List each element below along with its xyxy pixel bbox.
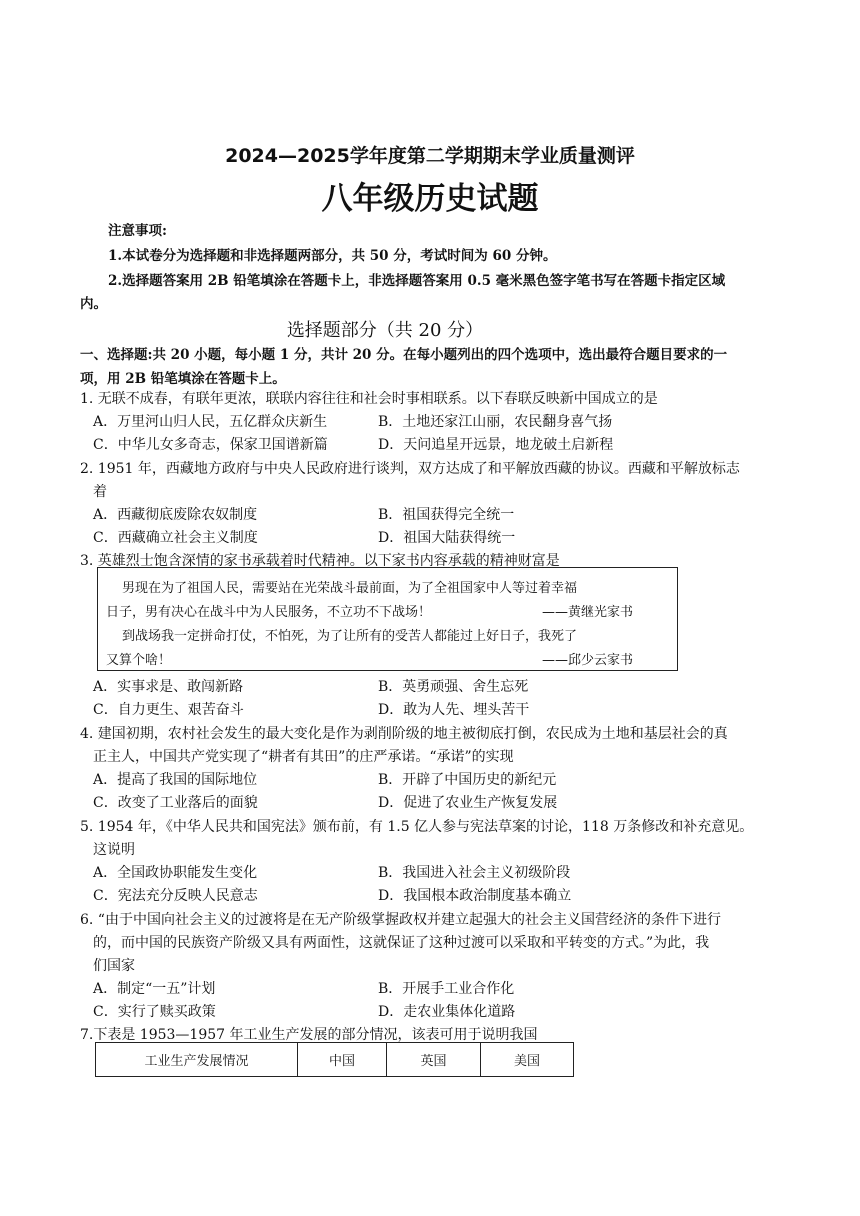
option-b: B．英勇顽强、舍生忘死 [378, 679, 529, 695]
table-header-row [96, 1043, 574, 1077]
table-header-cell: 英国 [387, 1043, 481, 1077]
quote-source-1: ——黄继光家书 [542, 605, 634, 620]
option-b: B．开辟了中国历史的新纪元 [378, 772, 557, 788]
instructions-line-2: 项，用 2B 铅笔填涂在答题卡上。 [80, 371, 286, 387]
option-a: A．制定“一五”计划 [93, 981, 216, 997]
quote-line-3: 到战场我一定拼命打仗，不怕死，为了让所有的受苦人都能过上好日子，我死了 [122, 629, 578, 644]
option-a: A．提高了我国的国际地位 [93, 772, 258, 788]
option-d: D．走农业集体化道路 [378, 1004, 516, 1020]
option-d: D．天问追星开远景，地龙破土启新程 [378, 437, 614, 453]
option-c: C．实行了赎买政策 [93, 1004, 216, 1020]
option-a: A．全国政协职能发生变化 [93, 865, 258, 881]
quote-line-1: 男现在为了祖国人民，需要站在光荣战斗最前面，为了全祖国家中人等过着幸福 [122, 581, 578, 596]
option-c: C．自力更生、艰苦奋斗 [93, 702, 244, 718]
option-b: B．我国进入社会主义初级阶段 [378, 865, 571, 881]
option-b: B．祖国获得完全统一 [378, 507, 515, 523]
exam-title: 2024—2025学年度第二学期期末学业质量测评 [225, 145, 635, 167]
notice-item-2: 2.选择题答案用 2B 铅笔填涂在答题卡上，非选择题答案用 0.5 毫米黑色签字笔书写在答题卡指定区域 [108, 273, 726, 289]
option-b: B．土地还家江山丽，农民翻身喜气扬 [378, 414, 613, 430]
option-c: C．中华儿女多奇志，保家卫国谱新篇 [93, 437, 328, 453]
option-a: A．西藏彻底废除农奴制度 [93, 507, 258, 523]
quote-line-4: 又算个啥！ [106, 653, 172, 668]
quote-source-2: ——邱少云家书 [542, 653, 634, 668]
table-header-cell: 美国 [481, 1043, 574, 1077]
question-stem-cont: 着 [93, 484, 107, 500]
notice-heading: 注意事项: [108, 223, 167, 239]
question-stem: 1. 无联不成春，有联年更浓，联联内容往往和社会时事相联系。以下春联反映新中国成立的是 [80, 391, 658, 407]
question-stem-cont: 这说明 [93, 842, 135, 858]
option-c: C．西藏确立社会主义制度 [93, 530, 258, 546]
option-a: A．万里河山归人民，五亿群众庆新生 [93, 414, 328, 430]
question-stem: 6. “由于中国向社会主义的过渡将是在无产阶级掌握政权并建立起强大的社会主义国营经济的条件下进行 [80, 912, 721, 928]
question-stem: 7.下表是 1953—1957 年工业生产发展的部分情况，该表可用于说明我国 [80, 1027, 538, 1043]
option-d: D．祖国大陆获得统一 [378, 530, 516, 546]
question-stem: 5. 1954 年，《中华人民共和国宪法》颁布前，有 1.5 亿人参与宪法草案的讨论，118 万条修改和补充意见。 [80, 819, 754, 835]
question-stem: 2. 1951 年，西藏地方政府与中央人民政府进行谈判，双方达成了和平解放西藏的协议。西藏和平解放标志 [80, 461, 740, 477]
subject-title: 八年级历史试题 [321, 181, 539, 217]
option-c: C．宪法充分反映人民意志 [93, 888, 258, 904]
question-stem-cont: 们国家 [93, 958, 135, 974]
option-d: D．我国根本政治制度基本确立 [378, 888, 572, 904]
option-d: D．促进了农业生产恢复发展 [378, 795, 558, 811]
family-letter-quote-box [97, 567, 678, 671]
question-stem: 3. 英雄烈士饱含深情的家书承载着时代精神。以下家书内容承载的精神财富是 [80, 553, 560, 569]
option-d: D．敢为人先、埋头苦干 [378, 702, 530, 718]
notice-item-2-cont: 内。 [80, 296, 107, 312]
quote-line-2: 日子，男有决心在战斗中为人民服务，不立功不下战场！ [106, 605, 432, 620]
question-stem-cont: 正主人，中国共产党实现了“耕者有其田”的庄严承诺。“承诺”的实现 [93, 749, 514, 765]
industry-table [95, 1042, 574, 1077]
option-a: A．实事求是、敢闯新路 [93, 679, 244, 695]
section-title: 选择题部分（共 20 分） [286, 320, 484, 341]
option-c: C．改变了工业落后的面貌 [93, 795, 258, 811]
table-header-cell: 工业生产发展情况 [96, 1043, 298, 1077]
notice-item-1: 1.本试卷分为选择题和非选择题两部分，共 50 分，考试时间为 60 分钟。 [108, 248, 557, 264]
table-header-cell: 中国 [298, 1043, 387, 1077]
question-stem-cont: 的，而中国的民族资产阶级又具有两面性，这就保证了这种过渡可以采取和平转变的方式。”为此，我 [93, 935, 710, 951]
question-stem: 4. 建国初期，农村社会发生的最大变化是作为剥削阶级的地主被彻底打倒，农民成为土地和基层社会的真 [80, 726, 728, 742]
instructions-line-1: 一、选择题:共 20 小题，每小题 1 分，共计 20 分。在每小题列出的四个选项中，选出最符合题目要求的一 [80, 347, 728, 363]
option-b: B．开展手工业合作化 [378, 981, 515, 997]
